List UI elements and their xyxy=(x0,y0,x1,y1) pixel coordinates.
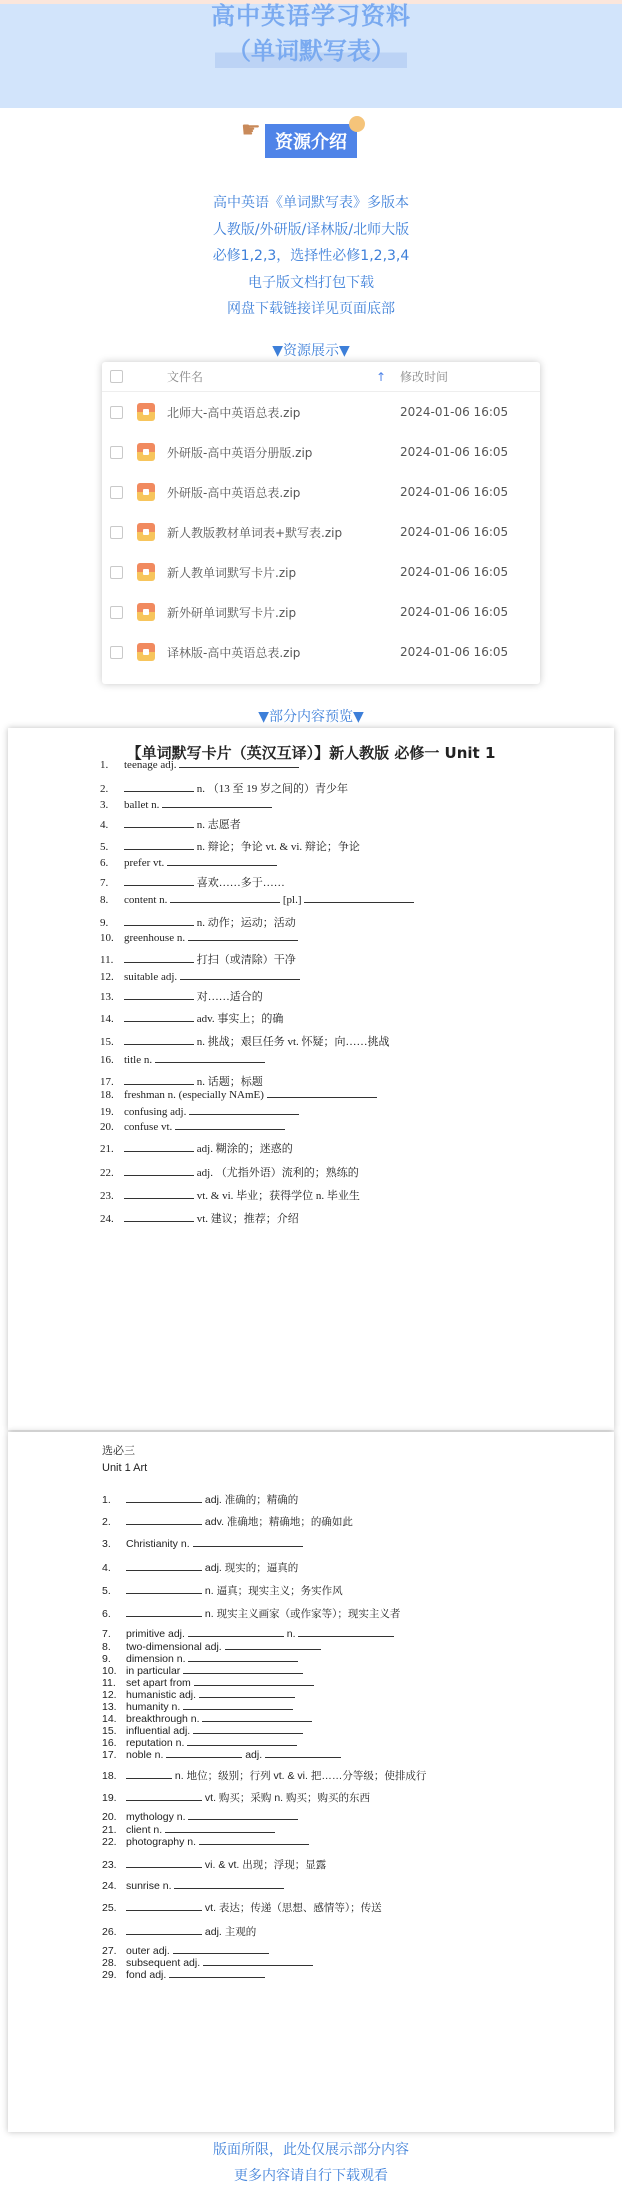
item-number: 6. xyxy=(100,857,109,869)
answer-blank[interactable] xyxy=(124,876,194,886)
decor-dot-icon xyxy=(349,116,365,132)
section-badge xyxy=(241,118,357,158)
worksheet-item xyxy=(100,1210,299,1226)
file-list-panel xyxy=(102,362,540,684)
answer-blank[interactable] xyxy=(155,1053,265,1063)
item-prompt: content n. xyxy=(124,894,168,906)
item-prompt: two-dimensional adj. xyxy=(126,1641,222,1653)
item-prompt: title n. xyxy=(124,1054,153,1066)
file-modified-time: 2024-01-06 16:05 xyxy=(400,565,509,579)
worksheet-item xyxy=(100,856,277,869)
item-prompt: confuse vt. xyxy=(124,1121,173,1133)
item-prompt: reputation n. xyxy=(126,1737,185,1749)
item-number: 14. xyxy=(100,1013,114,1025)
preview-heading: ▼部分内容预览▼ xyxy=(258,709,364,725)
file-name[interactable]: 外研版-高中英语总表.zip xyxy=(167,485,301,500)
item-prompt: client n. xyxy=(126,1824,163,1836)
intro-line: 电子版文档打包下载 xyxy=(248,274,374,291)
answer-blank[interactable] xyxy=(170,893,280,903)
worksheet-item xyxy=(102,1857,326,1872)
answer-blank[interactable] xyxy=(298,1627,394,1637)
worksheet-item xyxy=(100,1164,359,1180)
file-checkbox[interactable] xyxy=(110,526,123,539)
item-number: 24. xyxy=(102,1880,117,1892)
answer-blank[interactable] xyxy=(124,1166,194,1176)
item-number: 2. xyxy=(100,783,109,795)
worksheet-item xyxy=(102,1768,426,1783)
preview-unit-label: Unit 1 Art xyxy=(102,1462,148,1474)
file-list-header xyxy=(102,362,540,392)
answer-blank[interactable] xyxy=(126,1515,202,1525)
item-meaning: n. 现实主义画家（或作家等）；现实主义者 xyxy=(204,1608,401,1620)
item-meaning: vt. 表达；传递（思想、感情等）；传送 xyxy=(204,1902,382,1914)
item-meaning: n. 志愿者 xyxy=(196,819,241,831)
item-meaning: 对……适合的 xyxy=(196,991,263,1003)
item-number: 4. xyxy=(102,1562,111,1574)
banner-title: 高中英语学习资料 xyxy=(211,2,411,30)
answer-blank[interactable] xyxy=(183,1664,303,1674)
footer-line: 更多内容请自行下载观看 xyxy=(234,2168,388,2184)
worksheet-item xyxy=(100,780,348,796)
answer-blank[interactable] xyxy=(175,1120,285,1130)
item-number: 22. xyxy=(102,1836,117,1848)
answer-blank[interactable] xyxy=(126,1584,202,1594)
file-modified-time: 2024-01-06 16:05 xyxy=(400,645,509,659)
worksheet-item xyxy=(102,1924,256,1939)
answer-blank[interactable] xyxy=(126,1791,202,1801)
item-number: 11. xyxy=(100,954,114,966)
answer-blank[interactable] xyxy=(124,1189,194,1199)
answer-blank[interactable] xyxy=(126,1901,202,1911)
file-name[interactable]: 新外研单词默写卡片.zip xyxy=(167,605,297,620)
item-meaning: n. 辩论；争论 vt. & vi. 辩论；争论 xyxy=(196,841,360,853)
zip-file-icon xyxy=(137,443,155,461)
item-number: 15. xyxy=(102,1725,117,1737)
preview-page-title: 【单词默写卡片（英汉互译）】新人教版 必修一 Unit 1 xyxy=(126,744,496,762)
file-row[interactable] xyxy=(102,472,540,512)
item-number: 3. xyxy=(100,799,109,811)
item-number: 13. xyxy=(100,991,114,1003)
answer-blank[interactable] xyxy=(203,1956,313,1966)
item-suffix: n. xyxy=(286,1628,296,1640)
item-meaning: adv. 事实上；的确 xyxy=(196,1013,284,1025)
worksheet-item xyxy=(100,1033,390,1049)
worksheet-item xyxy=(102,1835,309,1848)
item-prompt: photography n. xyxy=(126,1836,197,1848)
item-number: 6. xyxy=(102,1608,111,1620)
worksheet-item xyxy=(100,1120,285,1133)
worksheet-item xyxy=(102,1492,298,1507)
worksheet-item xyxy=(102,1900,382,1915)
item-number: 28. xyxy=(102,1957,117,1969)
file-row[interactable] xyxy=(102,592,540,632)
answer-blank[interactable] xyxy=(124,1142,194,1152)
item-meaning: adj. （尤指外语）流利的；熟练的 xyxy=(196,1167,359,1179)
item-number: 18. xyxy=(102,1770,117,1782)
intro-text xyxy=(0,190,622,323)
item-meaning: adj. 准确的；精确的 xyxy=(204,1494,299,1506)
worksheet-item xyxy=(100,951,296,967)
worksheet-item xyxy=(102,1748,341,1761)
answer-blank[interactable] xyxy=(188,931,298,941)
item-number: 11. xyxy=(102,1677,116,1689)
answer-blank[interactable] xyxy=(187,1736,297,1746)
item-number: 26. xyxy=(102,1926,117,1938)
item-prompt: humanistic adj. xyxy=(126,1689,197,1701)
preview-page-2 xyxy=(8,1432,614,2132)
item-number: 25. xyxy=(102,1902,117,1914)
item-number: 20. xyxy=(100,1121,114,1133)
item-meaning: n. （13 至 19 岁之间的）青少年 xyxy=(196,783,348,795)
file-row[interactable] xyxy=(102,632,540,672)
select-all-checkbox[interactable] xyxy=(110,370,123,383)
item-number: 17. xyxy=(102,1749,117,1761)
worksheet-item xyxy=(100,931,298,944)
answer-blank[interactable] xyxy=(126,1925,202,1935)
item-prompt: greenhouse n. xyxy=(124,932,186,944)
answer-blank[interactable] xyxy=(124,990,194,1000)
answer-blank[interactable] xyxy=(180,970,300,980)
item-number: 24. xyxy=(100,1213,114,1225)
column-header-time[interactable]: 修改时间 xyxy=(400,370,449,384)
item-number: 12. xyxy=(102,1689,117,1701)
worksheet-item xyxy=(100,1088,377,1101)
answer-blank[interactable] xyxy=(166,1748,242,1758)
item-number: 14. xyxy=(102,1713,117,1725)
answer-blank[interactable] xyxy=(194,1676,314,1686)
worksheet-item xyxy=(100,1140,293,1156)
item-prompt: dimension n. xyxy=(126,1653,186,1665)
item-meaning: adv. 准确地；精确地；的确如此 xyxy=(204,1516,353,1528)
answer-blank[interactable] xyxy=(124,916,194,926)
file-modified-time: 2024-01-06 16:05 xyxy=(400,525,509,539)
answer-blank[interactable] xyxy=(193,1724,303,1734)
answer-blank[interactable] xyxy=(304,893,414,903)
item-number: 20. xyxy=(102,1811,117,1823)
item-prompt: subsequent adj. xyxy=(126,1957,201,1969)
file-row[interactable] xyxy=(102,432,540,472)
file-name[interactable]: 新人教单词默写卡片.zip xyxy=(167,565,297,580)
item-prompt: breakthrough n. xyxy=(126,1713,200,1725)
answer-blank[interactable] xyxy=(126,1561,202,1571)
file-modified-time: 2024-01-06 16:05 xyxy=(400,485,509,499)
worksheet-item xyxy=(102,1627,394,1640)
answer-blank[interactable] xyxy=(162,798,272,808)
answer-blank[interactable] xyxy=(124,818,194,828)
worksheet-item xyxy=(100,758,299,771)
item-meaning: 喜欢……多于…… xyxy=(196,877,285,889)
file-name[interactable]: 新人教版教材单词表+默写表.zip xyxy=(167,525,343,540)
item-prompt: freshman n. (especially NAmE) xyxy=(124,1089,264,1101)
answer-blank[interactable] xyxy=(183,1700,293,1710)
zip-file-icon xyxy=(137,403,155,421)
intro-line: 网盘下载链接详见页面底部 xyxy=(227,301,395,317)
answer-blank[interactable] xyxy=(225,1640,321,1650)
item-meaning: n. 挑战；艰巨任务 vt. 怀疑；向……挑战 xyxy=(196,1036,390,1048)
item-prompt: outer adj. xyxy=(126,1945,170,1957)
item-number: 10. xyxy=(102,1665,117,1677)
item-number: 7. xyxy=(100,877,109,889)
file-checkbox[interactable] xyxy=(110,446,123,459)
answer-blank[interactable] xyxy=(126,1858,202,1868)
answer-blank[interactable] xyxy=(167,856,277,866)
item-meaning: vt. & vi. 毕业；获得学位 n. 毕业生 xyxy=(196,1190,360,1202)
item-number: 13. xyxy=(102,1701,117,1713)
sort-arrow-icon[interactable]: ↑ xyxy=(375,369,386,384)
worksheet-item xyxy=(102,1583,343,1598)
item-prompt: suitable adj. xyxy=(124,971,178,983)
answer-blank[interactable] xyxy=(124,953,194,963)
file-row[interactable] xyxy=(102,552,540,592)
file-row[interactable] xyxy=(102,392,540,432)
item-number: 29. xyxy=(102,1969,117,1981)
answer-blank[interactable] xyxy=(188,1652,298,1662)
answer-blank[interactable] xyxy=(188,1810,298,1820)
item-number: 2. xyxy=(102,1516,111,1528)
item-number: 8. xyxy=(100,894,109,906)
item-meaning: vt. 购买；采购 n. 购买；购买的东西 xyxy=(204,1792,371,1804)
files-heading: ▼资源展示▼ xyxy=(272,343,350,359)
item-number: 5. xyxy=(102,1585,111,1597)
item-number: 12. xyxy=(100,971,114,983)
answer-blank[interactable] xyxy=(124,1212,194,1222)
worksheet-item xyxy=(100,816,241,832)
item-number: 21. xyxy=(100,1143,114,1155)
item-number: 3. xyxy=(102,1538,111,1550)
intro-line: 人教版/外研版/译林版/北师大版 xyxy=(212,221,410,238)
item-number: 27. xyxy=(102,1945,117,1957)
worksheet-item xyxy=(100,970,300,983)
answer-blank[interactable] xyxy=(124,1035,194,1045)
answer-blank[interactable] xyxy=(169,1968,265,1978)
item-prompt: influential adj. xyxy=(126,1725,191,1737)
item-number: 16. xyxy=(100,1054,114,1066)
header-banner xyxy=(0,0,622,108)
file-row[interactable] xyxy=(102,512,540,552)
item-meaning: n. 逼真；现实主义；务实作风 xyxy=(204,1585,343,1597)
file-modified-time: 2024-01-06 16:05 xyxy=(400,405,509,419)
item-prompt: prefer vt. xyxy=(124,857,165,869)
item-meaning: 打扫（或清除）干净 xyxy=(196,954,296,966)
item-number: 9. xyxy=(100,917,109,929)
item-suffix: adj. xyxy=(245,1749,263,1761)
answer-blank[interactable] xyxy=(124,1012,194,1022)
item-number: 23. xyxy=(100,1190,114,1202)
zip-file-icon xyxy=(137,643,155,661)
worksheet-item xyxy=(102,1790,370,1805)
intro-line: 必修1,2,3，选择性必修1,2,3,4 xyxy=(212,248,410,264)
answer-blank[interactable] xyxy=(124,782,194,792)
item-number: 15. xyxy=(100,1036,114,1048)
answer-blank[interactable] xyxy=(165,1823,275,1833)
item-number: 4. xyxy=(100,819,109,831)
answer-blank[interactable] xyxy=(199,1835,309,1845)
answer-blank[interactable] xyxy=(124,1075,194,1085)
worksheet-item xyxy=(100,838,360,854)
worksheet-item xyxy=(102,1537,303,1550)
answer-blank[interactable] xyxy=(189,1105,299,1115)
item-meaning: vi. & vt. 出现；浮现；显露 xyxy=(204,1859,327,1871)
section-title xyxy=(0,118,622,158)
item-meaning: n. 话题；标题 xyxy=(196,1076,263,1088)
file-checkbox[interactable] xyxy=(110,606,123,619)
answer-blank[interactable] xyxy=(265,1748,341,1758)
answer-blank[interactable] xyxy=(174,1879,284,1889)
answer-blank[interactable] xyxy=(126,1769,172,1779)
item-prompt: ballet n. xyxy=(124,799,160,811)
item-meaning: adj. 糊涂的；迷惑的 xyxy=(196,1143,293,1155)
item-prompt: teenage adj. xyxy=(124,759,177,771)
item-prompt: in particular xyxy=(126,1665,181,1677)
preview-book-label: 选必三 xyxy=(102,1445,135,1457)
item-number: 19. xyxy=(102,1792,117,1804)
item-prompt: fond adj. xyxy=(126,1969,167,1981)
item-prompt: set apart from xyxy=(126,1677,191,1689)
worksheet-item xyxy=(100,1187,360,1203)
zip-file-icon xyxy=(137,483,155,501)
answer-blank[interactable] xyxy=(126,1607,202,1617)
item-number: 8. xyxy=(102,1641,111,1653)
item-prompt: primitive adj. xyxy=(126,1628,185,1640)
answer-blank[interactable] xyxy=(193,1537,303,1547)
item-number: 17. xyxy=(100,1076,114,1088)
worksheet-item xyxy=(102,1879,284,1892)
zip-file-icon xyxy=(137,603,155,621)
file-checkbox[interactable] xyxy=(110,646,123,659)
file-modified-time: 2024-01-06 16:05 xyxy=(400,605,509,619)
file-checkbox[interactable] xyxy=(110,566,123,579)
item-prompt: mythology n. xyxy=(126,1811,186,1823)
answer-blank[interactable] xyxy=(188,1627,284,1637)
intro-line: 高中英语《单词默写表》多版本 xyxy=(213,195,409,211)
section-label: 资源介绍 xyxy=(275,132,347,153)
item-meaning: n. 动作；运动；活动 xyxy=(196,917,296,929)
item-number: 1. xyxy=(100,759,109,771)
answer-blank[interactable] xyxy=(199,1688,295,1698)
answer-blank[interactable] xyxy=(179,758,299,768)
answer-blank[interactable] xyxy=(173,1944,269,1954)
item-prompt: confusing adj. xyxy=(124,1106,187,1118)
worksheet-item xyxy=(102,1606,400,1621)
footer-line: 版面所限，此处仅展示部分内容 xyxy=(213,2142,409,2158)
worksheet-item xyxy=(102,1514,353,1529)
preview-page-1 xyxy=(8,728,614,1430)
item-meaning: n. 地位；级别；行列 vt. & vi. 把……分等级；使排成行 xyxy=(174,1770,427,1782)
banner-subtitle: （单词默写表） xyxy=(215,34,407,68)
worksheet-item xyxy=(100,1105,299,1118)
answer-blank[interactable] xyxy=(124,840,194,850)
item-number: 22. xyxy=(100,1167,114,1179)
zip-file-icon xyxy=(137,563,155,581)
item-number: 1. xyxy=(102,1494,111,1506)
item-number: 18. xyxy=(100,1089,114,1101)
worksheet-item xyxy=(102,1968,265,1981)
worksheet-item xyxy=(100,798,272,811)
file-checkbox[interactable] xyxy=(110,486,123,499)
answer-blank[interactable] xyxy=(267,1088,377,1098)
pointing-hand-icon: ☛ xyxy=(241,118,261,143)
column-header-name[interactable]: 文件名 xyxy=(167,370,204,384)
item-meaning: adj. 主观的 xyxy=(204,1926,257,1938)
answer-blank[interactable] xyxy=(126,1493,202,1503)
worksheet-item xyxy=(100,1010,283,1026)
item-prompt: sunrise n. xyxy=(126,1880,172,1892)
item-number: 10. xyxy=(100,932,114,944)
file-name[interactable]: 北师大-高中英语总表.zip xyxy=(167,405,301,420)
answer-blank[interactable] xyxy=(202,1712,312,1722)
item-prompt: Christianity n. xyxy=(126,1538,190,1550)
item-number: 21. xyxy=(102,1824,117,1836)
file-checkbox[interactable] xyxy=(110,406,123,419)
item-meaning: adj. 现实的；逼真的 xyxy=(204,1562,299,1574)
item-number: 5. xyxy=(100,841,109,853)
footer-note xyxy=(0,2137,622,2189)
file-modified-time: 2024-01-06 16:05 xyxy=(400,445,509,459)
item-number: 19. xyxy=(100,1106,114,1118)
item-meaning: vt. 建议；推荐；介绍 xyxy=(196,1213,299,1225)
worksheet-item xyxy=(100,914,296,930)
worksheet-item xyxy=(100,1073,263,1089)
item-prompt: noble n. xyxy=(126,1749,164,1761)
zip-file-icon xyxy=(137,523,155,541)
worksheet-item xyxy=(100,988,263,1004)
worksheet-item xyxy=(100,874,285,890)
item-suffix: [pl.] xyxy=(282,894,302,906)
item-prompt: humanity n. xyxy=(126,1701,181,1713)
worksheet-item xyxy=(100,893,414,906)
worksheet-item xyxy=(100,1053,265,1066)
worksheet-item xyxy=(102,1560,298,1575)
item-number: 7. xyxy=(102,1628,111,1640)
file-name[interactable]: 外研版-高中英语分册版.zip xyxy=(167,445,313,460)
file-name[interactable]: 译林版-高中英语总表.zip xyxy=(167,645,301,660)
item-number: 23. xyxy=(102,1859,117,1871)
item-number: 16. xyxy=(102,1737,117,1749)
item-number: 9. xyxy=(102,1653,111,1665)
worksheet-item xyxy=(102,1810,298,1823)
